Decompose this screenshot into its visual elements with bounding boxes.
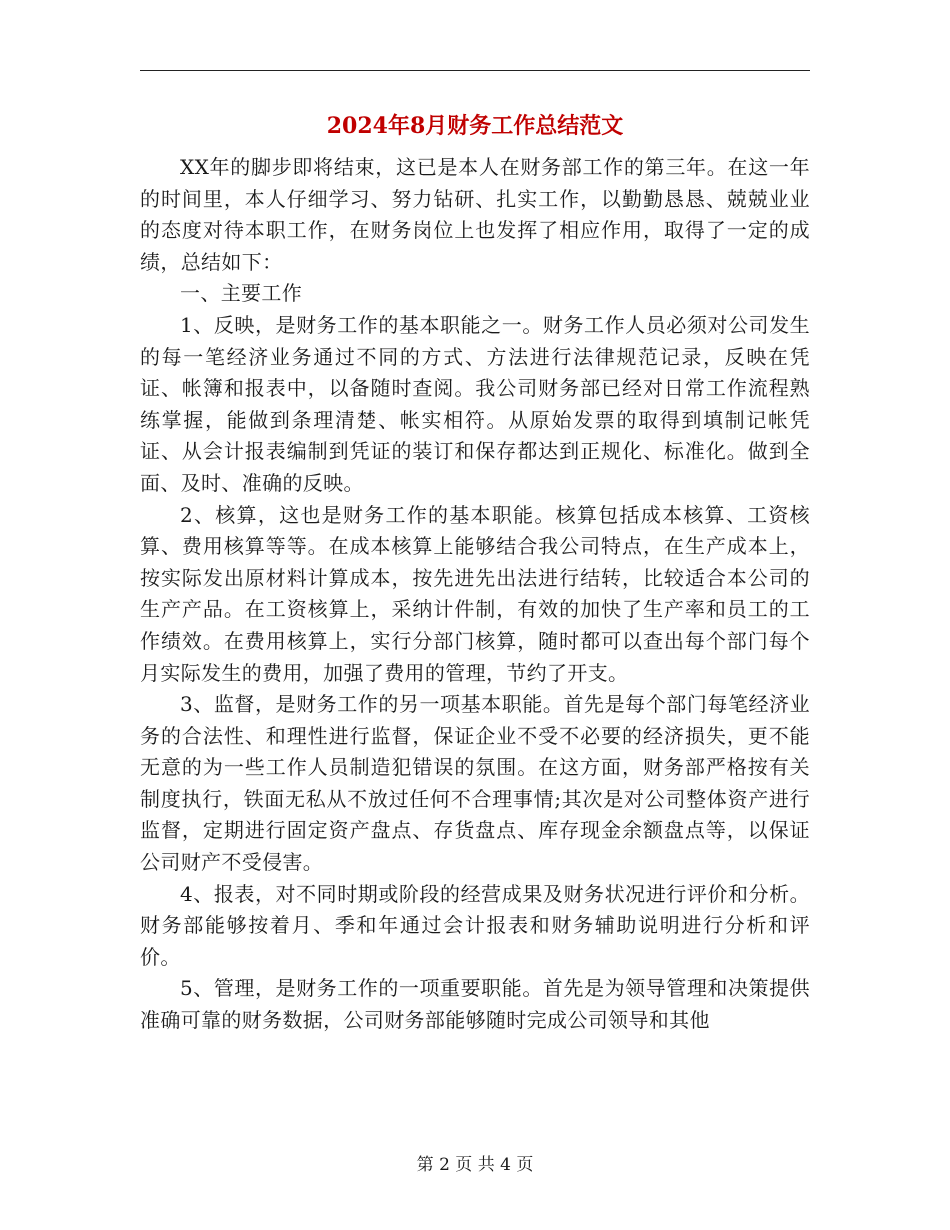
paragraph-item-4: 4、报表，对不同时期或阶段的经营成果及财务状况进行评价和分析。财务部能够按着月、季和年通过会计报表和财务辅助说明进行分析和评价。 bbox=[140, 881, 810, 969]
page-number: 第 2 页 共 4 页 bbox=[416, 1155, 534, 1175]
document-title: 2024年8月财务工作总结范文 bbox=[326, 113, 624, 139]
paragraph-item-3: 3、监督，是财务工作的另一项基本职能。首先是每个部门每笔经济业务的合法性、和理性进行监督，保证企业不受不必要的经济损失，更不能无意的为一些工作人员制造犯错误的氛围。在这方面，财务部严格按有关制度执行，铁面无私从不放过任何不合理事情;其次是对公司整体资产进行监督，定期进行固定资产盘点、存货盘点、库存现金余额盘点等，以保证公司财产不受侵害。 bbox=[140, 692, 810, 875]
paragraph-item-5: 5、管理，是财务工作的一项重要职能。首先是为领导管理和决策提供准确可靠的财务数据，公司财务部能够随时完成公司领导和其他 bbox=[140, 976, 810, 1033]
paragraph-item-2: 2、核算，这也是财务工作的基本职能。核算包括成本核算、工资核算、费用核算等等。在成本核算上能够结合我公司特点，在生产成本上，按实际发出原材料计算成本，按先进先出法进行结转，比较适合本公司的生产产品。在工资核算上，采纳计件制，有效的加快了生产率和员工的工作绩效。在费用核算上，实行分部门核算，随时都可以查出每个部门每个月实际发生的费用，加强了费用的管理，节约了开支。 bbox=[140, 502, 810, 685]
section-heading: 一、主要工作 bbox=[180, 281, 303, 306]
paragraph-item-1: 1、反映，是财务工作的基本职能之一。财务工作人员必须对公司发生的每一笔经济业务通过不同的方式、方法进行法律规范记录，反映在凭证、帐簿和报表中，以备随时查阅。我公司财务部已经对日常工作流程熟练掌握，能做到条理清楚、帐实相符。从原始发票的取得到填制记帐凭证、从会计报表编制到凭证的装订和保存都达到正规化、标准化。做到全面、及时、准确的反映。 bbox=[140, 312, 810, 495]
header-rule bbox=[140, 70, 810, 71]
document-body bbox=[140, 152, 810, 1037]
paragraph-intro: XX年的脚步即将结束，这已是本人在财务部工作的第三年。在这一年的时间里，本人仔细学习、努力钻研、扎实工作，以勤勤恳恳、兢兢业业的态度对待本职工作，在财务岗位上也发挥了相应作用，取得了一定的成绩，总结如下： bbox=[140, 155, 810, 274]
